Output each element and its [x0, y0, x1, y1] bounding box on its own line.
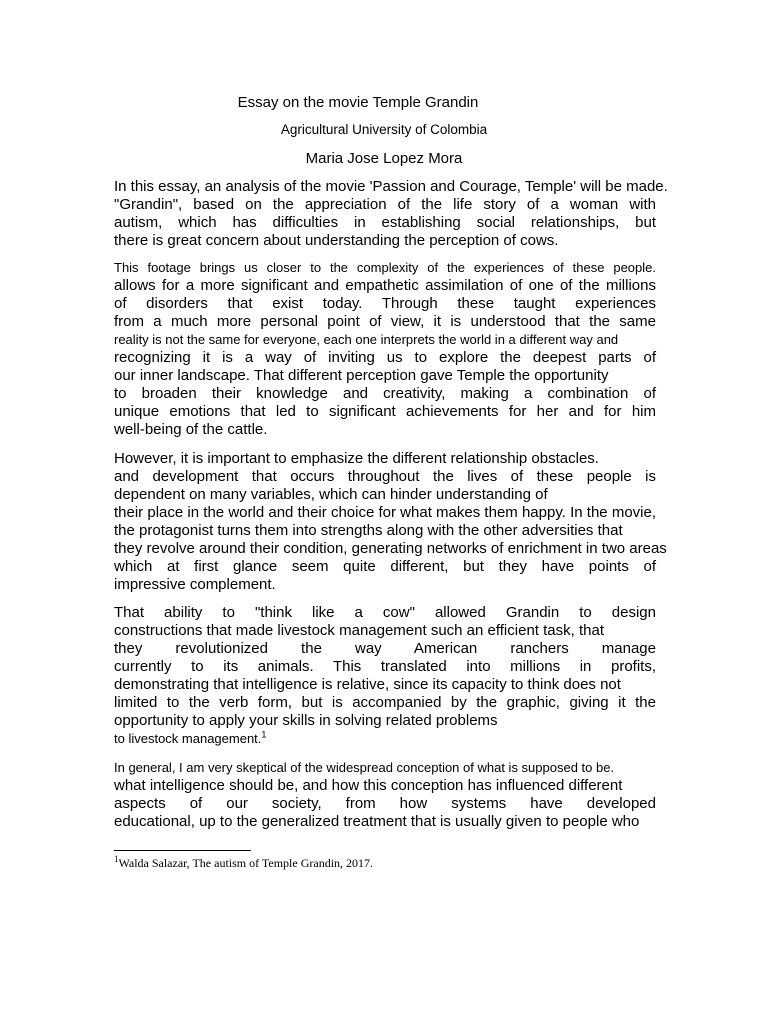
paragraph-line: reality is not the same for everyone, each one interprets the world in a different way and — [114, 332, 619, 347]
paragraph-5 — [114, 759, 656, 831]
paragraph-line: of disorders that exist today. Through these taught experiences — [114, 295, 656, 312]
paragraph-1 — [114, 178, 668, 250]
paragraph-line: currently to its animals. This translated into millions in profits, — [114, 658, 656, 675]
paragraph-line: opportunity to apply your skills in solving related problems — [114, 712, 498, 729]
paragraph-line-text: to livestock management. — [114, 731, 262, 746]
paragraph-2 — [114, 259, 656, 439]
paragraph-line: educational, up to the generalized treatment that is usually given to people who — [114, 813, 640, 830]
paragraph-line: aspects of our society, from how systems have developed — [114, 795, 656, 812]
paragraph-line: the protagonist turns them into strengths along with the other adversities that — [114, 522, 623, 539]
paragraph-line: In this essay, an analysis of the movie 'Passion and Courage, Temple' will be made. — [114, 178, 668, 195]
paragraph-line: impressive complement. — [114, 576, 276, 593]
paragraph-line: they revolutionized the way American ranchers manage — [114, 640, 656, 657]
paragraph-line: what intelligence should be, and how this conception has influenced different — [114, 777, 623, 794]
paragraph-line: recognizing it is a way of inviting us to explore the deepest parts of — [114, 349, 656, 366]
paragraph-line: there is great concern about understanding the perception of cows. — [114, 232, 559, 249]
paragraph-line: dependent on many variables, which can hinder understanding of — [114, 486, 548, 503]
paragraph-line: constructions that made livestock management such an efficient task, that — [114, 622, 604, 639]
paragraph-line: to broaden their knowledge and creativity, making a combination of — [114, 385, 656, 402]
paragraph-3 — [114, 450, 667, 594]
footnote-separator — [114, 850, 251, 851]
document-title: Essay on the movie Temple Grandin — [237, 94, 479, 111]
footnote — [114, 856, 373, 871]
paragraph-line: However, it is important to emphasize the different relationship obstacles. — [114, 450, 599, 467]
paragraph-line: well-being of the cattle. — [114, 421, 268, 438]
paragraph-4 — [114, 604, 656, 748]
footnote-text: Walda Salazar, The autism of Temple Grandin, 2017. — [118, 856, 374, 870]
paragraph-line-with-footnote — [114, 730, 656, 748]
paragraph-line: autism, which has difficulties in establishing social relationships, but — [114, 214, 656, 231]
paragraph-line: unique emotions that led to significant achievements for her and for him — [114, 403, 656, 420]
paragraph-line: "Grandin", based on the appreciation of the life story of a woman with — [114, 196, 656, 213]
paragraph-line: which at first glance seem quite different, but they have points of — [114, 558, 656, 575]
paragraph-line: That ability to "think like a cow" allowed Grandin to design — [114, 604, 656, 621]
author-line: Maria Jose Lopez Mora — [305, 150, 463, 167]
paragraph-line: allows for a more significant and empathetic assimilation of one of the millions — [114, 277, 656, 294]
footnote-marker: 1 — [114, 854, 119, 864]
paragraph-line: their place in the world and their choice for what makes them happy. In the movie, — [114, 504, 656, 521]
institution-line: Agricultural University of Colombia — [280, 122, 488, 137]
paragraph-line: This footage brings us closer to the complexity of the experiences of these people. — [114, 260, 656, 275]
paragraph-line: from a much more personal point of view, it is understood that the same — [114, 313, 656, 330]
paragraph-line: they revolve around their condition, generating networks of enrichment in two areas — [114, 540, 667, 557]
paragraph-line: demonstrating that intelligence is relative, since its capacity to think does not — [114, 676, 621, 693]
paragraph-line: In general, I am very skeptical of the widespread conception of what is supposed to be. — [114, 760, 615, 775]
footnote-reference[interactable]: 1 — [261, 729, 267, 740]
paragraph-line: our inner landscape. That different perception gave Temple the opportunity — [114, 367, 609, 384]
paragraph-line: limited to the verb form, but is accompanied by the graphic, giving it the — [114, 694, 656, 711]
paragraph-line: and development that occurs throughout the lives of these people is — [114, 468, 656, 485]
